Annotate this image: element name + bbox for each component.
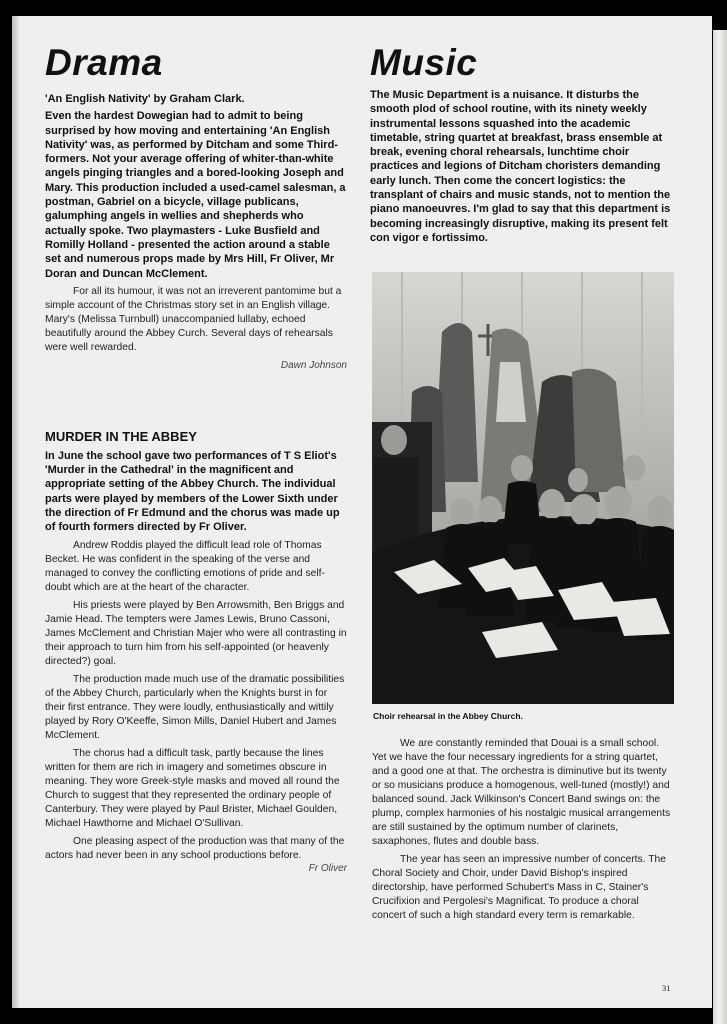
music-continued	[372, 737, 674, 923]
music-lead: The Music Department is a nuisance. It disturbs the smooth plod of school routine, with its ninety weekly instrumental lessons squashed into the academic timetable, string quartet at breakfast, brass ensemble at break, evening choral rehearsals, lunchtime choir practices and legions of Ditcham choristers demanding early lunch. Then come the concert logistics: the transplant of chairs and music stands, not to mention the piano manoeuvres. I'm glad to say that this department is becoming increasingly disruptive, making its present felt con vigor e fortissimo.	[370, 89, 671, 244]
choir-photo	[372, 272, 674, 704]
murder-paragraph: Andrew Roddis played the difficult lead role of Thomas Becket. He was confident in the speaking of the verse and managed to convey the conflicting emotions of pride and self-doubt which are at the heart of the character.	[45, 539, 325, 593]
music-paragraph: The year has seen an impressive number of concerts. The Choral Society and Choir, under David Bishop's inspired directorship, have performed Schubert's Mass in C, Stainer's Crucifixion and Pergolesi's Magnificat. To produce a choral concert of such a high standard every term is remarkable.	[372, 854, 666, 921]
murder-author: Fr Oliver	[308, 862, 347, 874]
murder-paragraph: One pleasing aspect of the production was that many of the actors had never been in any school productions before.	[45, 835, 345, 861]
drama-body: For all its humour, it was not an irreverent pantomime but a simple account of the Christmas story set in an English village. Mary's (Melissa Turnbull) unaccompanied lullaby, echoed beautifully around the Abbey Curch. Several days of rehearsals were well rewarded.	[45, 285, 342, 353]
murder-heading: MURDER IN THE ABBEY	[45, 428, 197, 444]
left-column	[45, 40, 347, 874]
drama-heading: Drama	[45, 42, 163, 83]
drama-subtitle: 'An English Nativity' by Graham Clark.	[45, 93, 245, 105]
murder-paragraph: The production made much use of the dramatic possibilities of the Abbey Church, particularly when the Knights burst in for their first entrance. They were loudly, enthusiastically and wittily played by Rory O'Keeffe, Simon Mills, Daniel Hubert and James McClement.	[45, 673, 345, 741]
page-number: 31	[662, 983, 671, 993]
murder-paragraph: The chorus had a difficult task, partly because the lines written for them are rich in imagery and sometimes obscure in meaning. They wore Greek-style masks and moved all round the Church to suggest that they represented the ordinary people of Canterbury. They were played by Paul Brister, Michael Goulden, Michael Hawthorne and Michael O'Sullivan.	[45, 747, 340, 829]
page-spine	[12, 16, 20, 1008]
photo-caption: Choir rehearsal in the Abbey Church.	[373, 711, 523, 721]
murder-paragraph: His priests were played by Ben Arrowsmith, Ben Briggs and Jamie Head. The tempters were James Lewis, Bruno Cassoni, James McClement and Christian Majer who were all contrasting in their approach to turn him from his self-appointed (or heavenly directed?) goal.	[45, 599, 347, 667]
drama-author: Dawn Johnson	[280, 359, 347, 371]
page-edge	[713, 30, 727, 1024]
music-paragraph: We are constantly reminded that Douai is a small school. Yet we have the four necessary ingredients for a string quartet, and a good one at that. The orchestra is diminutive but its twenty or so musicians produce a homogenous, well-tuned (mostly!) and balanced sound. Jack Wilkinson's Concert Band swings on: the plump, complex harmonies of his nostalgic musical arrangements are still sustained by the optimum number of clarinets, saxaphones, flutes and double bass.	[372, 738, 671, 847]
right-column	[370, 40, 675, 245]
murder-lead: In June the school gave two performances of T S Eliot's 'Murder in the Cathedral' in the magnificent and appropriate setting of the Abbey Church. The individual parts were played by members of the Lower Sixth under the direction of Fr Edmund and the chorus was made up of fourth formers directed by Fr Oliver.	[45, 449, 340, 534]
choir-photo-illustration	[372, 272, 674, 704]
drama-lead: Even the hardest Dowegian had to admit to being surprised by how moving and entertaining 'An English Nativity' was, as performed by Ditcham and some Third-formers. Not your average offering of whiter-than-white angels pinging triangles and a bored-looking Joseph and Mary. This production included a used-camel salesman, a postman, Gabriel on a bicycle, village publicans, galumphing angels in wellies and shepherds who actually spoke. Two playmasters - Luke Busfield and Romilly Holland - presented the action around a stable set and numerous props made by Mrs Hill, Fr Oliver, Mr Doran and Duncan McClement.	[45, 110, 346, 280]
music-heading: Music	[370, 42, 478, 83]
